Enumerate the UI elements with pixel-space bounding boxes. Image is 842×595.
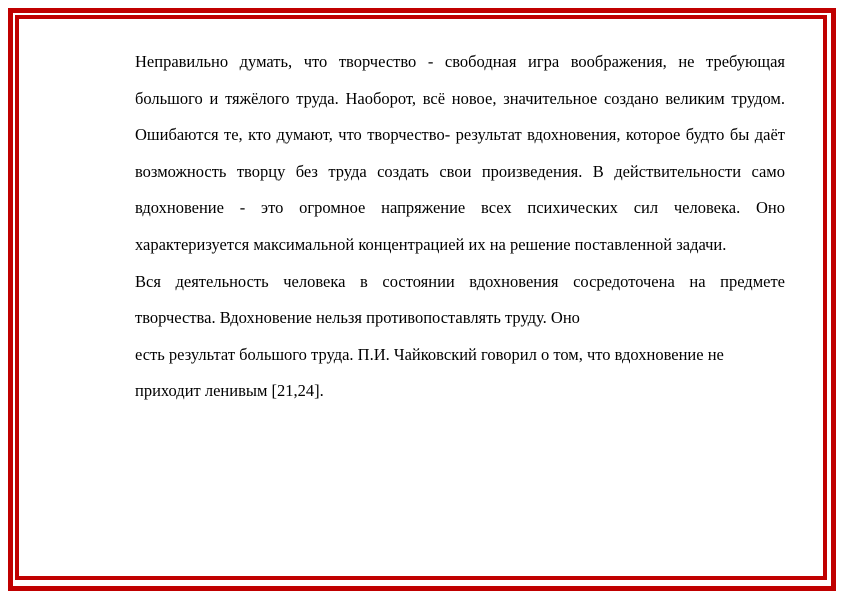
paragraph-creativity: Неправильно думать, что творчество - свободная игра воображения, не требующая большого и тяжёлого труда. Наоборот, всё новое, значительное создано великим трудом. Ошибаются те, кто думают, что творчество- результат вдохновения, которое будто бы даёт возможность творцу без труда создать свои произведения. В действительности само вдохновение - это огромное напряжение всех психических сил человека. Оно характеризуется максимальной концентрацией их на решение поставленной задачи. xyxy=(135,52,785,254)
body-text xyxy=(135,44,785,410)
paragraph-inspiration: Вся деятельность человека в состоянии вдохновения сосредоточена на предмете творчества. Вдохновение нельзя противопоставлять труду. Оно xyxy=(135,271,785,328)
paragraph-tchaikovsky: есть результат большого труда. П.И. Чайковский говорил о том, что вдохновение не приходит ленивым [21,24]. xyxy=(135,344,724,401)
